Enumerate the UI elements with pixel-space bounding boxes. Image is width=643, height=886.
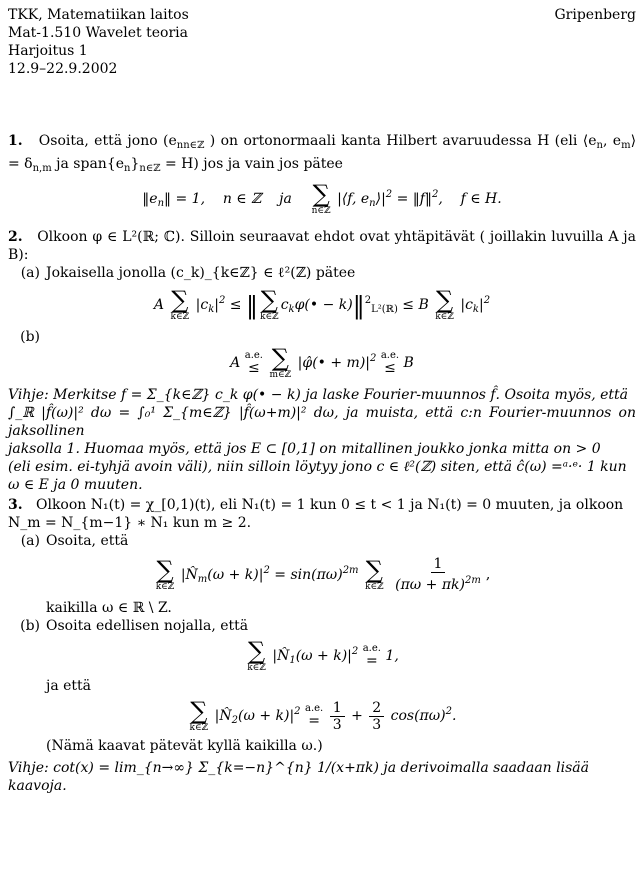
problem-2-intro-text: Olkoon φ ∈ L²(ℝ; ℂ). Silloin seuraavat ehdot ovat yhtäpitävät ( joillakin luvuilla A ja B): [8, 229, 636, 263]
problem-1: 1. Osoita, että jono ($e_{nn\in ℤ}$ ) on ortonormaali kanta Hilbert avaruudessa H (eli $⟨e_n$, $e_m⟩ = \delta_{n,m}$ ja $span\{e_n\}_{n\in ℤ} = H$) jos ja vain jos pätee [8, 133, 637, 174]
problem-1-display: $‖e_n‖ = 1$, n ∈ ℤ ja ∑ n∈ℤ |⟨f, $e_n⟩|^2$ = ‖f‖$^2$, f ∈ H. [142, 180, 502, 216]
part-label: (b) [20, 329, 40, 345]
problem-1-number: 1. [8, 133, 23, 149]
document-page [8, 6, 636, 795]
problem-1-text-b: ) on ortonormaali kanta Hilbert avaruudessa H (eli ⟨e [209, 133, 597, 149]
part-label: (b) [20, 618, 40, 634]
problem-2-hint [8, 386, 636, 494]
hint-line: ∫_ℝ |f̂(ω)|² dω = ∫₀¹ Σ_{m∈ℤ} |f̂(ω+m)|² dω, ja muista, että c:n Fourier-muunnos on jaksollinen [8, 405, 636, 439]
problem-3-part-b [8, 617, 636, 635]
hint-line: Vihje: Merkitse f = Σ_{k∈ℤ} c_k φ(• − k) ja laske Fourier-muunnos f̂. Osoita myös, että [8, 387, 629, 403]
part-label: (a) [20, 533, 40, 549]
problem-2-intro [8, 228, 636, 264]
part-a-text: Osoita, että [46, 533, 129, 549]
exercise-title: Harjoitus 1 [8, 43, 88, 59]
problem-3-part-a [8, 532, 636, 550]
department: TKK, Matematiikan laitos [8, 7, 189, 23]
problem-1-text-a: Osoita, että jono (e [38, 133, 177, 149]
problem-3-b-mid: ja että [46, 678, 92, 694]
problem-3-a-after: kaikilla ω ∈ ℝ \ Z. [46, 600, 172, 616]
problem-1-text-c: ⟩ = δ [8, 133, 637, 172]
problem-2-number: 2. [8, 229, 23, 245]
problem-2-b-display: A a.e. ≤ ∑ m∈ℤ |φ̂(• + $m)|^2$ a.e. ≤ B [230, 344, 414, 380]
problem-3-number: 3. [8, 497, 23, 513]
problem-2-part-a [8, 264, 636, 282]
problem-2-inequality: A ∑ k∈ℤ $|c_k|^2$ ≤ ‖ ∑ k∈ℤ $c_k\varphi(•$ − k)‖$^2_{L^2(ℝ)}$ ≤ B ∑ k∈ℤ $|c_k|^2$ [153, 286, 491, 322]
problem-3-b-note: (Nämä kaavat pätevät kyllä kaikilla ω.) [46, 738, 323, 754]
date-range: 12.9–22.9.2002 [8, 61, 118, 77]
problem-2-part-b [8, 328, 636, 346]
hint-line: jaksolla 1. Huomaa myös, että jos E ⊂ [0,1] on mitallinen joukko jonka mitta on > 0 [8, 441, 601, 457]
problem-3-b-display-1: ∑ k∈ℤ $|N̂_1(\omega + k)|^2$ a.e. = 1, [247, 637, 399, 673]
problem-3-a-display: ∑ k∈ℤ $|N̂_m(\omega + k)|^2 = \sin(\pi\omega)^{2m}$ ∑ k∈ℤ $\frac{1}{(\pi\omega + \pi k)^{2m}}$ , [155, 555, 491, 593]
problem-1-text-d: ja span{e [56, 156, 125, 172]
header-row [8, 6, 636, 24]
problem-3-hint: Vihje: cot(x) = lim_{n→∞} Σ_{k=−n}^{n} 1/(x+πk) ja derivoimalla saadaan lisää kaavoja. [8, 760, 589, 794]
part-a-text: Jokaisella jonolla (c_k)_{k∈ℤ} ∈ ℓ²(ℤ) pätee [46, 265, 356, 281]
part-b-text: Osoita edellisen nojalla, että [46, 618, 249, 634]
hint-line: (eli esim. ei-tyhjä avoin väli), niin silloin löytyy jono c ∈ ℓ²(ℤ) siten, että ĉ(ω) =ᵃ·ᵉ· 1 kun [8, 459, 627, 475]
problem-1-text-e: = H) jos ja vain jos pätee [160, 156, 343, 172]
problem-3-intro-text: Olkoon N₁(t) = χ_[0,1)(t), eli N₁(t) = 1 kun 0 ≤ t < 1 ja N₁(t) = 0 muuten, ja olkoon [35, 497, 624, 513]
problem-3-intro-text-2: N_m = N_{m−1} ∗ N₁ kun m ≥ 2. [8, 515, 252, 531]
problem-3-intro [8, 496, 636, 514]
course-title: Mat-1.510 Wavelet teoria [8, 25, 188, 41]
author: Gripenberg [554, 7, 636, 23]
hint-line: ω ∈ E ja 0 muuten. [8, 477, 143, 493]
problem-3-b-display-2: ∑ k∈ℤ $|N̂_2(\omega + k)|^2$ a.e. = $\frac{1}{3}$ + $\frac{2}{3}$ $\cos(\pi\omega)^2$. [189, 697, 457, 733]
part-label: (a) [20, 265, 40, 281]
